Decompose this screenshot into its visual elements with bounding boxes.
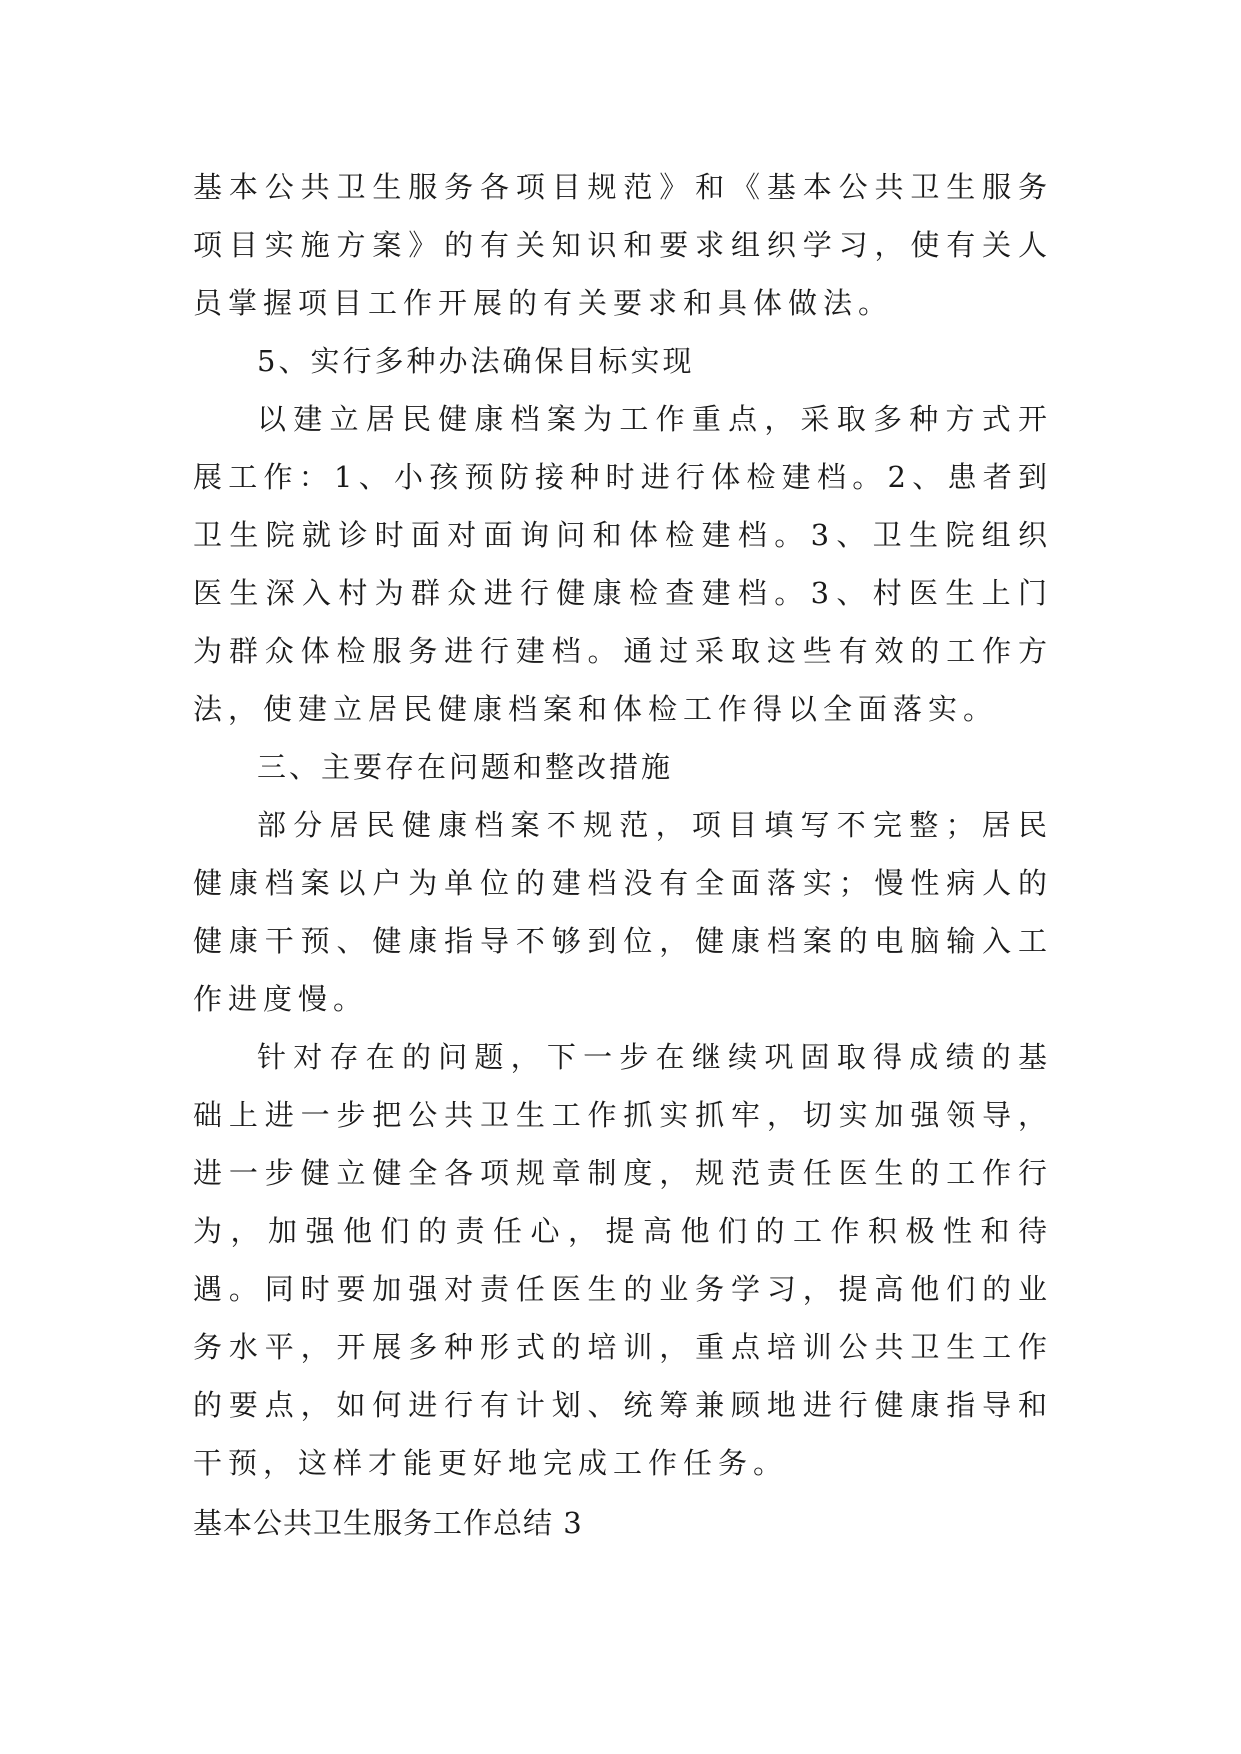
paragraph-problems: 部分居民健康档案不规范，项目填写不完整；居民健康档案以户为单位的建档没有全面落实；慢性病人的健康干预、健康指导不够到位，健康档案的电脑输入工作进度慢。 [193, 808, 1053, 1016]
paragraph-improvements: 针对存在的问题，下一步在继续巩固取得成绩的基础上进一步把公共卫生工作抓实抓牢，切实加强领导，进一步健立健全各项规章制度，规范责任医生的工作行为，加强他们的责任心，提高他们的工作积极性和待遇。同时要加强对责任医生的业务学习，提高他们的业务水平，开展多种形式的培训，重点培训公共卫生工作的要点，如何进行有计划、统筹兼顾地进行健康指导和干预，这样才能更好地完成工作任务。 [193, 1040, 1053, 1480]
heading-section-3: 三、主要存在问题和整改措施 [257, 750, 674, 784]
heading-measure-5: 5、实行多种办法确保目标实现 [257, 344, 695, 378]
document-body [193, 158, 1053, 1492]
paragraph-continuation: 基本公共卫生服务各项目规范》和《基本公共卫生服务项目实施方案》的有关知识和要求组织学习，使有关人员掌握项目工作开展的有关要求和具体做法。 [193, 170, 1053, 320]
paragraph-methods: 以建立居民健康档案为工作重点，采取多种方式开展工作：1、小孩预防接种时进行体检建档。2、患者到卫生院就诊时面对面询问和体检建档。3、卫生院组织医生深入村为群众进行健康检查建档。3、村医生上门为群众体检服务进行建档。通过采取这些有效的工作方法，使建立居民健康档案和体检工作得以全面落实。 [193, 402, 1053, 726]
next-section-title: 基本公共卫生服务工作总结 3 [193, 1506, 583, 1540]
